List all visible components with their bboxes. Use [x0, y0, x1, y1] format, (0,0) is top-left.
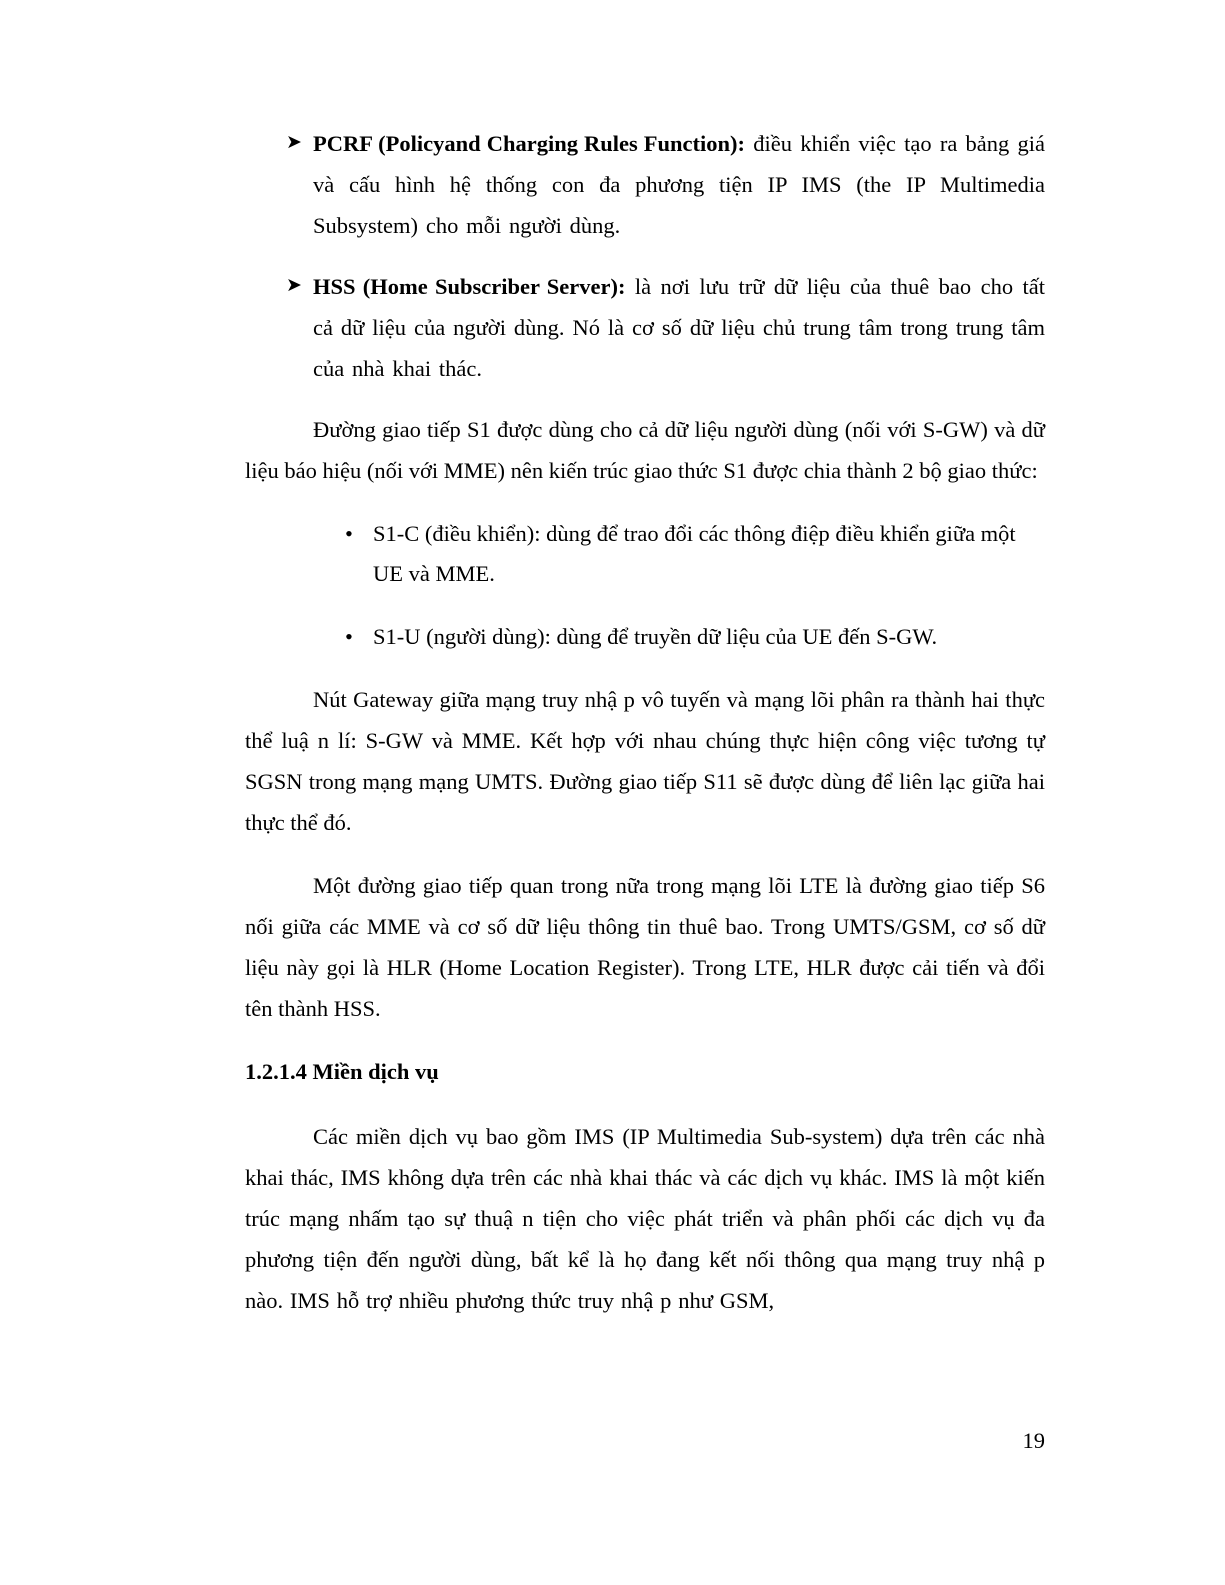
list-item-text: S1-C (điều khiển): dùng để trao đổi các thông điệp điều khiển giữa một UE và MME. — [373, 520, 1016, 587]
list-item-text: điều khiển việc tạo ra bảng giá và cấu hình hệ thống con đa phương tiện IP IMS (the IP Multimedia Subsystem) cho mỗi người dùng. — [313, 131, 1045, 238]
list-item-text: S1-U (người dùng): dùng để truyền dữ liệu của UE đến S-GW. — [373, 624, 938, 650]
dot-bullet-icon: • — [345, 624, 353, 650]
list-item — [245, 617, 1045, 658]
section-heading: 1.2.1.4 Miền dịch vụ — [245, 1058, 439, 1084]
arrow-bullet-icon: ➤ — [286, 132, 302, 153]
paragraph: Các miền dịch vụ bao gồm IMS (IP Multimedia Sub-system) dựa trên các nhà khai thác, IMS không dựa trên các nhà khai thác và các dịch vụ khác. IMS là một kiến trúc mạng nhấm tạo sự thuậ n tiện cho việc phát triển và phân phối các dịch vụ đa phương tiện đến người dùng, bất kể là họ đang kết nối thông qua mạng truy nhậ p nào. IMS hỗ trợ nhiều phương thức truy nhậ p như GSM, — [245, 1123, 1045, 1313]
list-item — [245, 124, 1045, 247]
list-item — [245, 514, 1045, 596]
list-item-term: PCRF (Policyand Charging Rules Function): — [313, 131, 746, 156]
paragraph: Đường giao tiếp S1 được dùng cho cả dữ liệu người dùng (nối với S-GW) và dữ liệu báo hiệu (nối với MME) nên kiến trúc giao thức S1 được chia thành 2 bộ giao thức: — [245, 416, 1045, 483]
list-item — [245, 267, 1045, 390]
page-number: 19 — [1022, 1428, 1045, 1453]
paragraph: Một đường giao tiếp quan trong nữa trong mạng lõi LTE là đường giao tiếp S6 nối giữa các MME và cơ số dữ liệu thông tin thuê bao. Trong UMTS/GSM, cơ số dữ liệu này gọi là HLR (Home Location Register). Trong LTE, HLR được cải tiến và đổi tên thành HSS. — [245, 873, 1045, 1021]
list-item-term: HSS (Home Subscriber Server): — [313, 273, 626, 299]
list-item-text: là nơi lưu trữ dữ liệu của thuê bao cho tất cả dữ liệu của người dùng. Nó là cơ số dữ liệu chủ trung tâm trong trung tâm của nhà khai thác. — [313, 273, 1045, 381]
dot-bullet-icon: • — [345, 520, 353, 546]
document-body — [245, 124, 1045, 1343]
paragraph: Nút Gateway giữa mạng truy nhậ p vô tuyến và mạng lõi phân ra thành hai thực thể luậ n lí: S-GW và MME. Kết hợp với nhau chúng thực hiện công việc tương tự SGSN trong mạng mạng UMTS. Đường giao tiếp S11 sẽ được dùng để liên lạc giữa hai thực thể đó. — [245, 687, 1045, 836]
arrow-bullet-icon: ➤ — [286, 274, 302, 296]
